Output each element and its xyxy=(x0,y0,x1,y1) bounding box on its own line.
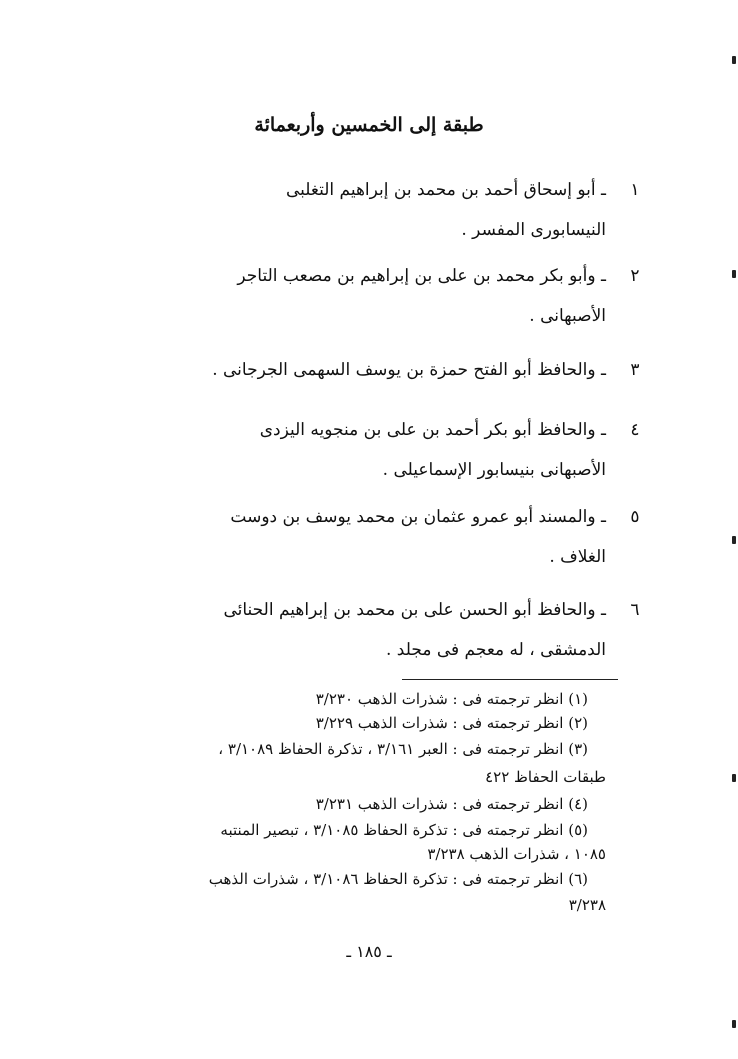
footnote-5: (٥) انظر ترجمته فى : تذكرة الحفاظ ٣/١٠٨٥ ، تبصير المنتبه xyxy=(220,821,588,839)
footnote-4: (٤) انظر ترجمته فى : شذرات الذهب ٣/٢٣١ xyxy=(315,795,588,813)
entry-text: ـ والمسند أبو عمرو عثمان بن محمد يوسف بن دوست xyxy=(230,507,606,527)
footnote-6-continued: ٣/٢٣٨ xyxy=(568,896,606,914)
scan-edge-mark xyxy=(732,270,736,278)
footnote-2: (٢) انظر ترجمته فى : شذرات الذهب ٣/٢٢٩ xyxy=(315,714,588,732)
entry-2 xyxy=(126,266,640,326)
entry-5 xyxy=(126,507,640,567)
entry-number: ١ xyxy=(630,180,640,200)
entry-6 xyxy=(126,600,640,660)
entry-text: ـ والحافظ أبو الحسن على بن محمد بن إبراهيم الحنائى xyxy=(223,600,606,620)
entry-text: ـ وأبو بكر محمد بن على بن إبراهيم بن مصعب التاجر xyxy=(237,266,606,286)
entry-text-continued: الأصبهانى بنيسابور الإسماعيلى . xyxy=(382,460,606,480)
entry-number: ٣ xyxy=(630,360,640,380)
entry-text-continued: الغلاف . xyxy=(549,547,606,567)
footnote-divider xyxy=(402,679,618,680)
entry-4 xyxy=(126,420,640,480)
entry-number: ٢ xyxy=(630,266,640,286)
entry-text-continued: النيسابورى المفسر . xyxy=(461,220,606,240)
footnote-3: (٣) انظر ترجمته فى : العبر ٣/١٦١ ، تذكرة الحفاظ ٣/١٠٨٩ ، xyxy=(218,740,588,758)
entry-number: ٥ xyxy=(630,507,640,527)
footnote-5-continued: ١٠٨٥ ، شذرات الذهب ٣/٢٣٨ xyxy=(427,845,606,863)
entry-3 xyxy=(126,360,640,380)
entry-text: ـ والحافظ أبو بكر أحمد بن على بن منجويه اليزدى xyxy=(259,420,606,440)
scan-edge-mark xyxy=(732,536,736,544)
footnote-6: (٦) انظر ترجمته فى : تذكرة الحفاظ ٣/١٠٨٦ ، شذرات الذهب xyxy=(208,870,588,888)
scan-edge-mark xyxy=(732,1020,736,1028)
entry-text-continued: الدمشقى ، له معجم فى مجلد . xyxy=(386,640,606,660)
entry-number: ٦ xyxy=(630,600,640,620)
footnote-1: (١) انظر ترجمته فى : شذرات الذهب ٣/٢٣٠ xyxy=(315,690,588,708)
entry-text: ـ والحافظ أبو الفتح حمزة بن يوسف السهمى الجرجانى . xyxy=(212,360,606,380)
page-title: طبقة إلى الخمسين وأربعمائة xyxy=(254,114,484,136)
entry-text: ـ أبو إسحاق أحمد بن محمد بن إبراهيم التغلبى xyxy=(285,180,606,200)
page-number: ـ ١٨٥ ـ xyxy=(346,942,392,961)
entry-1 xyxy=(126,180,640,240)
footnote-3-continued: طبقات الحفاظ ٤٢٢ xyxy=(485,768,606,786)
entry-number: ٤ xyxy=(630,420,640,440)
scan-edge-mark xyxy=(732,56,736,64)
entry-text-continued: الأصبهانى . xyxy=(529,306,606,326)
scan-edge-mark xyxy=(732,774,736,782)
